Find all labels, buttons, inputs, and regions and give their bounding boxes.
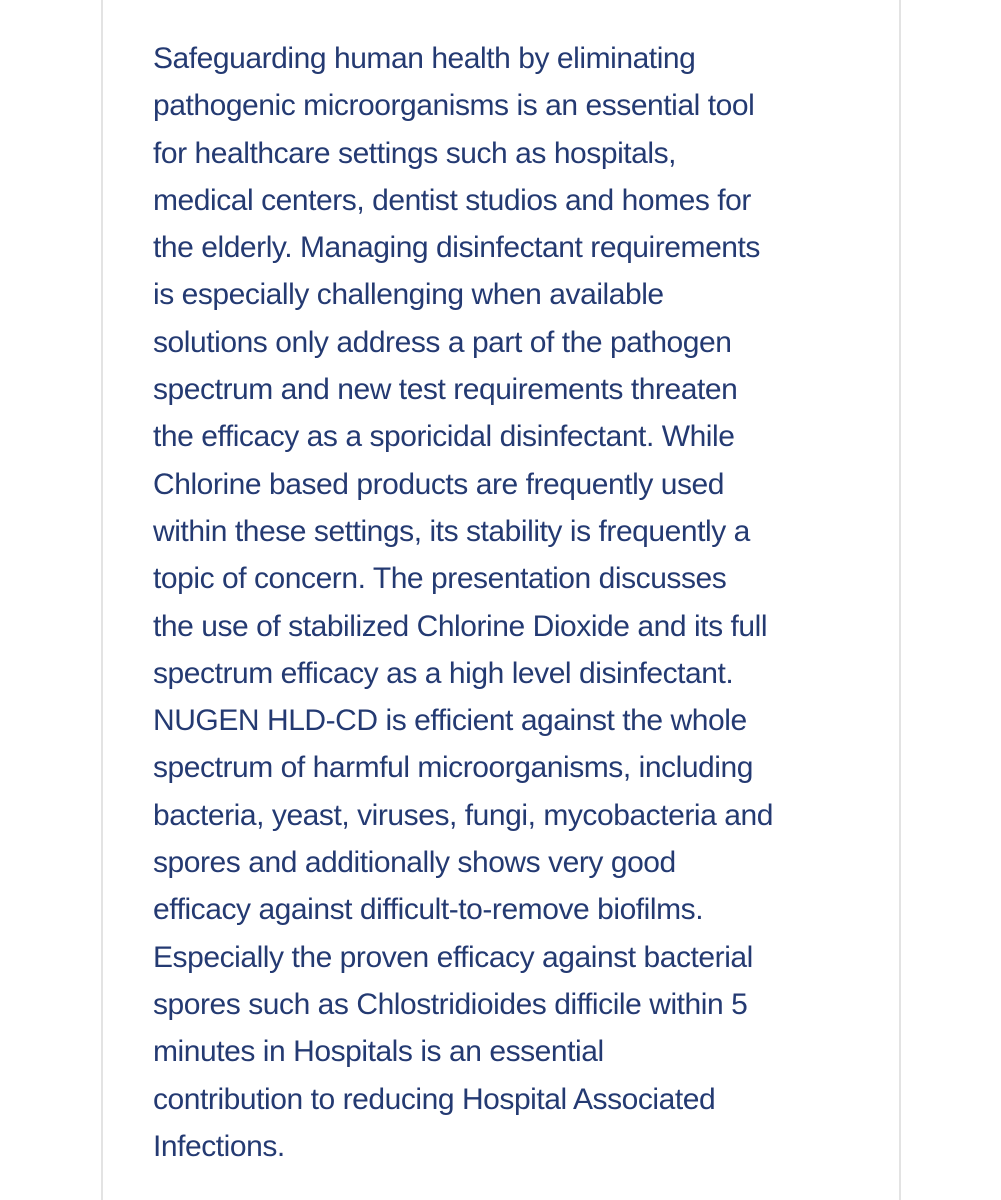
text-line: minutes in Hospitals is an essential: [153, 1035, 604, 1069]
text-line: Chlorine based products are frequently used: [153, 467, 725, 501]
text-line: topic of concern. The presentation discusses: [153, 562, 727, 596]
text-line: the elderly. Managing disinfectant requirements: [153, 231, 760, 265]
text-line: bacteria, yeast, viruses, fungi, mycobacteria and: [153, 798, 773, 832]
text-line: within these settings, its stability is frequently a: [153, 514, 750, 548]
article-body: [153, 35, 865, 1170]
text-line: Especially the proven efficacy against bacterial: [153, 940, 753, 974]
text-line: pathogenic microorganisms is an essential tool: [153, 89, 755, 123]
text-line: spores and additionally shows very good: [153, 846, 676, 880]
text-line: is especially challenging when available: [153, 278, 664, 312]
left-border-rule: [101, 0, 103, 1200]
text-line: the use of stabilized Chlorine Dioxide and its full: [153, 609, 768, 643]
text-line: efficacy against difficult-to-remove biofilms.: [153, 893, 704, 927]
text-line: Infections.: [153, 1129, 285, 1163]
text-line: the efficacy as a sporicidal disinfectant. While: [153, 420, 735, 454]
text-line: NUGEN HLD-CD is efficient against the whole: [153, 704, 747, 738]
text-line: solutions only address a part of the pathogen: [153, 325, 732, 359]
paragraph: [153, 35, 865, 1170]
text-line: spectrum and new test requirements threaten: [153, 373, 738, 407]
text-line: spectrum of harmful microorganisms, including: [153, 751, 753, 785]
text-line: medical centers, dentist studios and homes for: [153, 183, 751, 217]
right-border-rule: [899, 0, 901, 1200]
text-line: for healthcare settings such as hospitals,: [153, 136, 677, 170]
text-line: Safeguarding human health by eliminating: [153, 42, 696, 75]
text-line: spores such as Chlostridioides difficile within 5: [153, 987, 748, 1021]
text-line: contribution to reducing Hospital Associated: [153, 1082, 716, 1116]
text-line: spectrum efficacy as a high level disinfectant.: [153, 656, 734, 690]
